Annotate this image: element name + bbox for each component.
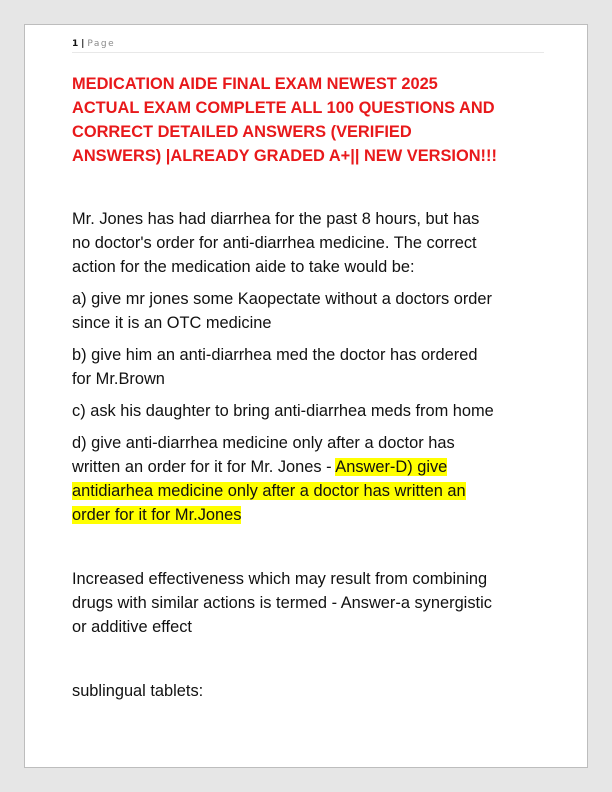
- text-line: c) ask his daughter to bring anti-diarrhea meds from home: [72, 402, 494, 420]
- question-1-stem: [72, 207, 552, 279]
- title-line: ACTUAL EXAM COMPLETE ALL 100 QUESTIONS AND: [72, 99, 495, 117]
- highlighted-answer: order for it for Mr.Jones: [72, 506, 242, 524]
- text-line: b) give him an anti-diarrhea med the doctor has ordered: [72, 346, 478, 364]
- question-3: [72, 679, 552, 703]
- text-line: d) give anti-diarrhea medicine only after a doctor has: [72, 434, 455, 452]
- text-line: [72, 503, 552, 527]
- highlighted-answer: Answer-D) give: [335, 458, 448, 476]
- document-page: [24, 24, 588, 768]
- text-line: since it is an OTC medicine: [72, 314, 272, 332]
- option-d-text: written an order for it for Mr. Jones -: [72, 458, 336, 476]
- question-2: [72, 567, 552, 639]
- question-1-option-a: [72, 287, 552, 335]
- text-line: action for the medication aide to take would be:: [72, 258, 415, 276]
- text-line: drugs with similar actions is termed - Answer-a synergistic: [72, 594, 492, 612]
- title-line: ANSWERS) |ALREADY GRADED A+|| NEW VERSION!!!: [72, 147, 497, 165]
- text-line: for Mr.Brown: [72, 370, 165, 388]
- text-line: sublingual tablets:: [72, 682, 204, 700]
- text-line: [72, 455, 552, 479]
- document-title: [72, 72, 552, 168]
- question-1-option-b: [72, 343, 552, 391]
- text-line: no doctor's order for anti-diarrhea medicine. The correct: [72, 234, 477, 252]
- highlighted-answer: antidiarhea medicine only after a doctor has written an: [72, 482, 466, 500]
- question-1-option-c: [72, 399, 552, 423]
- page-label: Page: [87, 39, 116, 49]
- text-line: Increased effectiveness which may result from combining: [72, 570, 488, 588]
- text-line: or additive effect: [72, 618, 192, 636]
- title-line: MEDICATION AIDE FINAL EXAM NEWEST 2025: [72, 75, 438, 93]
- question-1-option-d: [72, 431, 552, 527]
- text-line: [72, 479, 552, 503]
- title-line: CORRECT DETAILED ANSWERS (VERIFIED: [72, 123, 412, 141]
- page-number: 1: [72, 39, 79, 49]
- page-header: [72, 38, 544, 53]
- text-line: Mr. Jones has had diarrhea for the past 8 hours, but has: [72, 210, 480, 228]
- header-separator: |: [81, 39, 85, 49]
- text-line: a) give mr jones some Kaopectate without a doctors order: [72, 290, 492, 308]
